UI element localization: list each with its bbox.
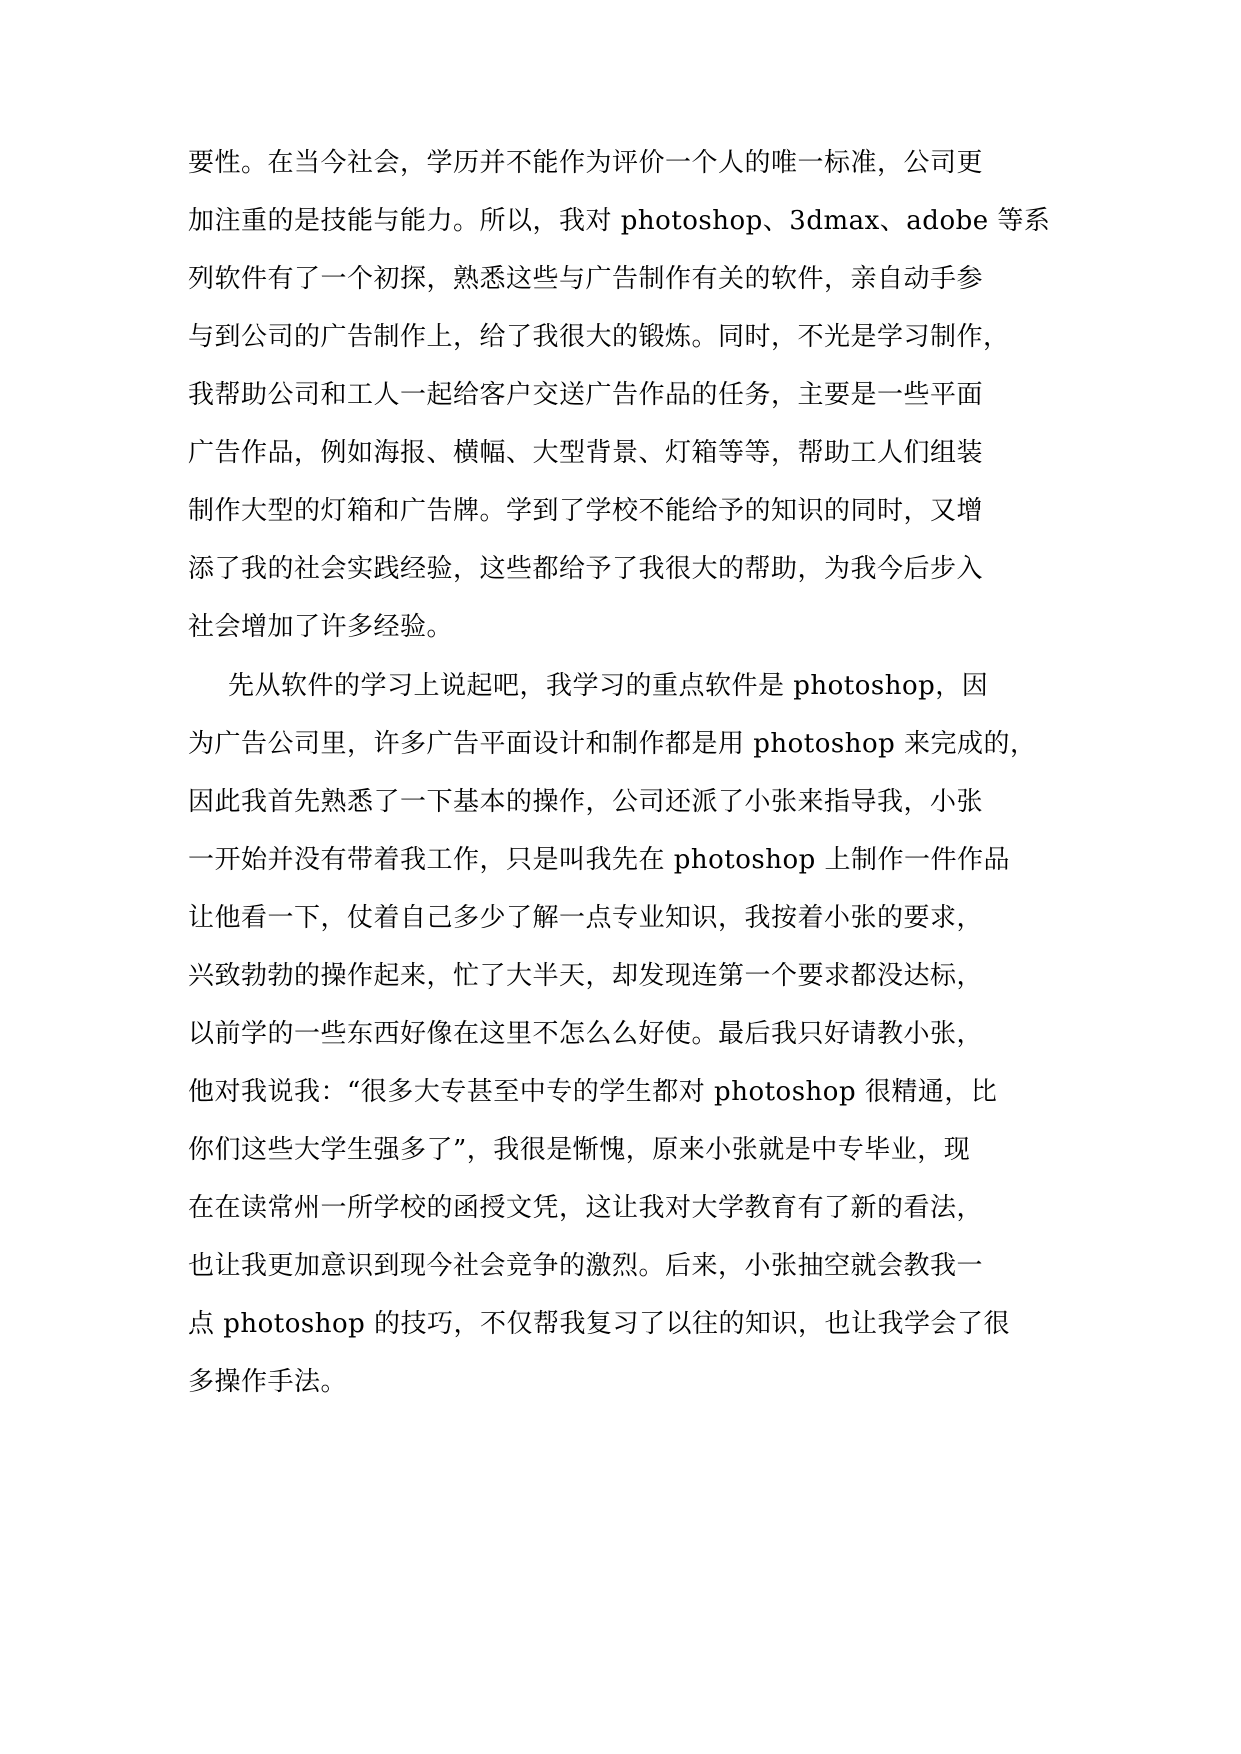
paragraph-1-line-2: 加注重的是技能与能力。所以，我对 photoshop、3dmax、adobe 等系 [188,206,1051,236]
paragraph-1-line-8: 添了我的社会实践经验，这些都给予了我很大的帮助，为我今后步入 [188,554,984,584]
paragraph-2-line-9: 你们这些大学生强多了”，我很是惭愧，原来小张就是中专毕业，现 [188,1135,971,1165]
paragraph-2-line-12: 点 photoshop 的技巧，不仅帮我复习了以往的知识，也让我学会了很 [188,1309,1011,1339]
paragraph-1-line-7: 制作大型的灯箱和广告牌。学到了学校不能给予的知识的同时，又增 [188,496,984,526]
paragraph-2-line-7: 以前学的一些东西好像在这里不怎么么好使。最后我只好请教小张， [188,1019,984,1049]
paragraph-2-line-2: 为广告公司里，许多广告平面设计和制作都是用 photoshop 来完成的， [188,729,1037,759]
paragraph-1-line-6: 广告作品，例如海报、横幅、大型背景、灯箱等等，帮助工人们组装 [188,438,984,468]
paragraph-1-line-3: 列软件有了一个初探，熟悉这些与广告制作有关的软件，亲自动手参 [188,264,984,294]
paragraph-2-line-6: 兴致勃勃的操作起来，忙了大半天，却发现连第一个要求都没达标， [188,961,984,991]
paragraph-1-line-5: 我帮助公司和工人一起给客户交送广告作品的任务，主要是一些平面 [188,380,984,410]
paragraph-2-line-13: 多操作手法。 [188,1367,348,1397]
paragraph-2-line-11: 也让我更加意识到现今社会竞争的激烈。后来，小张抽空就会教我一 [188,1251,984,1281]
paragraph-2-line-5: 让他看一下，仗着自己多少了解一点专业知识，我按着小张的要求， [188,903,984,933]
paragraph-2-line-3: 因此我首先熟悉了一下基本的操作，公司还派了小张来指导我，小张 [188,787,984,817]
paragraph-1-line-4: 与到公司的广告制作上，给了我很大的锻炼。同时，不光是学习制作， [188,322,1010,352]
paragraph-2-line-4: 一开始并没有带着我工作，只是叫我先在 photoshop 上制作一件作品 [188,845,1011,875]
paragraph-2-line-8: 他对我说我：“很多大专甚至中专的学生都对 photoshop 很精通，比 [188,1077,998,1107]
paragraph-2-line-10: 在在读常州一所学校的函授文凭，这让我对大学教育有了新的看法， [188,1193,984,1223]
paragraph-1-line-9: 社会增加了许多经验。 [188,612,454,642]
paragraph-2-line-1: 先从软件的学习上说起吧，我学习的重点软件是 photoshop，因 [228,671,989,701]
paragraph-1-line-1: 要性。在当今社会，学历并不能作为评价一个人的唯一标准，公司更 [188,148,984,178]
